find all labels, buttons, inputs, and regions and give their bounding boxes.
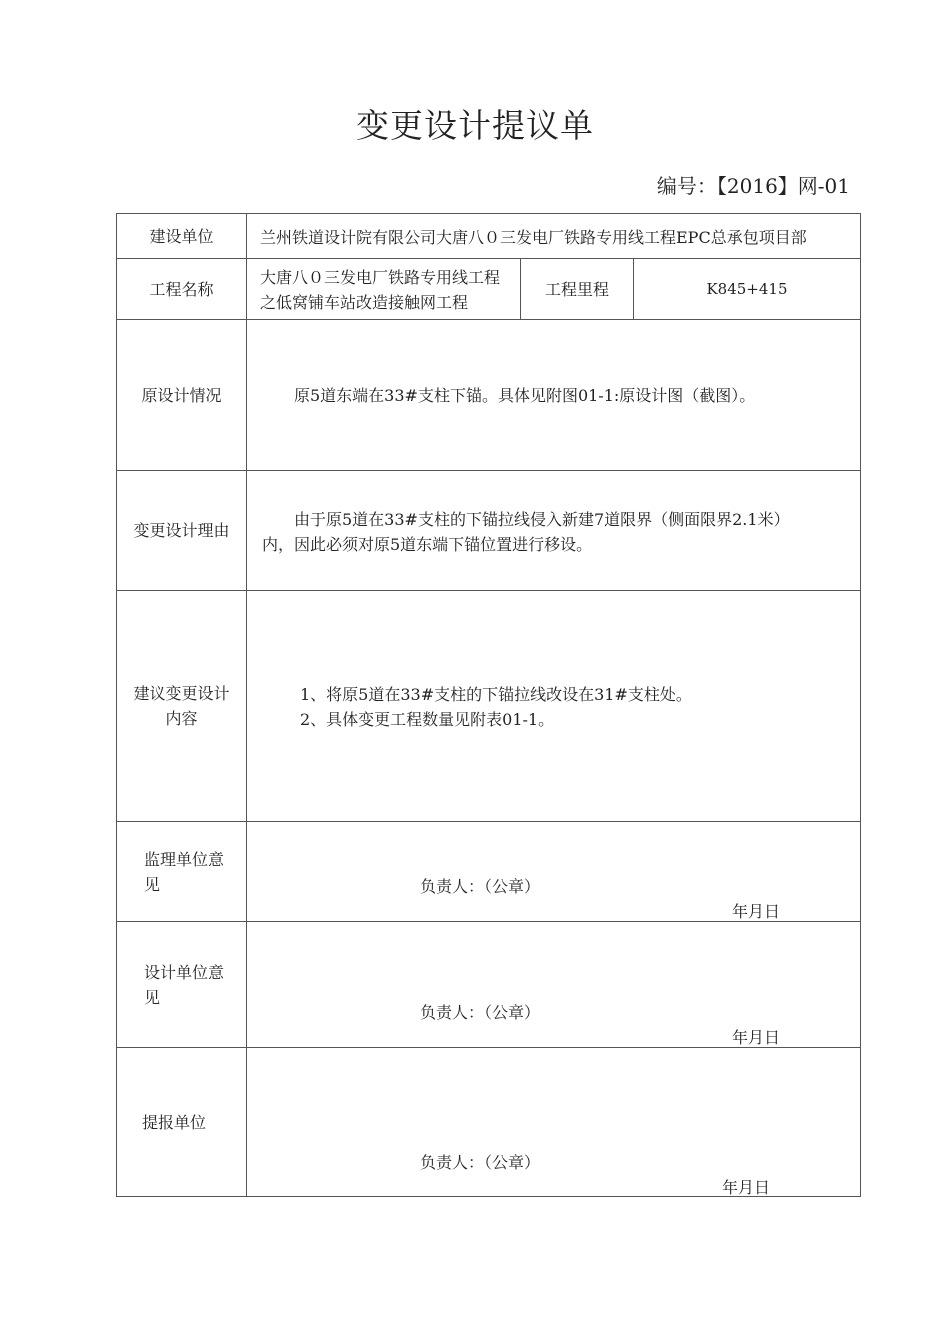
- original-design-text: 原5道东端在33#支柱下锚。具体见附图01-1:原设计图（截图）。: [294, 386, 756, 405]
- submitting-signer: 负责人：（公章）: [420, 1153, 541, 1172]
- change-reason-line1: 由于原5道在33#支柱的下锚拉线侵入新建7道限界（侧面限界2.1米）: [294, 510, 790, 529]
- submitting-unit-label: 提报单位: [142, 1113, 207, 1132]
- design-signer: 负责人：（公章）: [420, 1003, 541, 1022]
- design-date: 年月日: [732, 1028, 781, 1047]
- proposed-change-item1: 1、将原5道在33#支柱的下锚拉线改设在31#支柱处。: [300, 685, 692, 704]
- supervision-opinion-label: [144, 847, 244, 897]
- proposed-change-label-line1: 建议变更设计: [133, 684, 230, 703]
- original-design-label: 原设计情况: [141, 385, 222, 405]
- project-mileage-value: K845+415: [706, 279, 788, 298]
- project-name-line2: 之低窝铺车站改造接触网工程: [260, 293, 469, 312]
- design-opinion-label-line1: 设计单位意: [144, 963, 225, 982]
- project-name-label: 工程名称: [149, 279, 214, 299]
- change-reason-text: [262, 507, 852, 557]
- proposed-change-text: [300, 682, 840, 732]
- project-name-line1: 大唐八０三发电厂铁路专用线工程: [260, 268, 501, 287]
- supervision-opinion-label-line1: 监理单位意: [144, 850, 225, 869]
- proposed-change-label: [117, 591, 246, 821]
- change-reason-label: 变更设计理由: [133, 521, 230, 540]
- construction-unit-value: 兰州铁道设计院有限公司大唐八０三发电厂铁路专用线工程EPC总承包项目部: [260, 228, 807, 247]
- document-number: 编号：【2016】网-01: [656, 174, 850, 198]
- design-opinion-label: [144, 960, 244, 1010]
- supervision-date: 年月日: [732, 902, 781, 921]
- project-mileage-label: 工程里程: [544, 279, 609, 299]
- supervision-signer: 负责人：（公章）: [420, 877, 541, 896]
- change-reason-line2: 内，因此必须对原5道东端下锚位置进行移设。: [262, 535, 593, 554]
- page-title: 变更设计提议单: [356, 106, 594, 145]
- construction-unit-label: 建设单位: [149, 226, 214, 246]
- submitting-date: 年月日: [722, 1178, 771, 1197]
- proposed-change-item2: 2、具体变更工程数量见附表01-1。: [300, 710, 555, 729]
- supervision-opinion-label-line2: 见: [144, 875, 161, 894]
- design-opinion-label-line2: 见: [144, 988, 161, 1007]
- project-name-value: [260, 265, 518, 315]
- proposed-change-label-line2: 内容: [165, 709, 198, 728]
